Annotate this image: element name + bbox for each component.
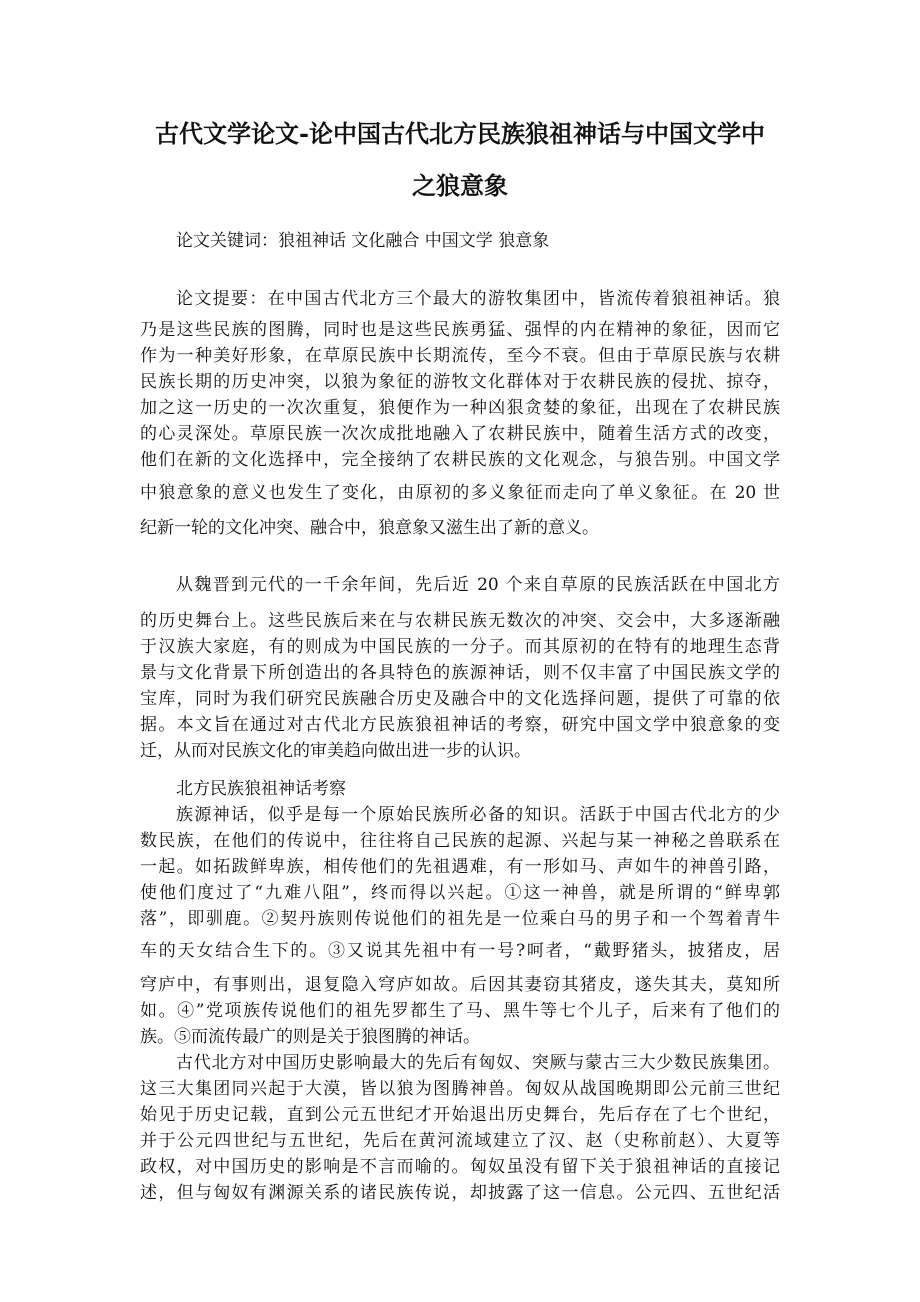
section-line: 车的天女结合生下的。③又说其先祖中有一号?呵者，“戴野猪头，披猪皮，居 (140, 941, 780, 961)
section-line: 穹庐中，有事则出，退复隐入穹庐如故。后因其妻窃其猪皮，遂失其夫，莫知所 (140, 975, 780, 995)
abstract-line: 论文提要：在中国古代北方三个最大的游牧集团中，皆流传着狼祖神话。狼 (176, 289, 780, 309)
section-heading: 北方民族狼祖神话考察 (176, 779, 346, 799)
abstract-line: 民族长期的历史冲突，以狼为象征的游牧文化群体对于农耕民族的侵扰、掠夺， (140, 372, 780, 392)
intro-line: 迁，从而对民族文化的审美趋向做出进一步的认识。 (140, 741, 531, 761)
intro-line: 的历史舞台上。这些民族后来在与农耕民族无数次的冲突、交会中，大多逐渐融 (140, 611, 780, 631)
abstract-line: 乃是这些民族的图腾，同时也是这些民族勇猛、强悍的内在精神的象征，因而它 (140, 320, 780, 340)
section-line: 数民族，在他们的传说中，往往将自己民族的起源、兴起与某一神秘之兽联系在 (140, 831, 780, 851)
document-title-line-2: 之狼意象 (412, 171, 508, 200)
keywords-line: 论文关键词：狼祖神话 文化融合 中国文学 狼意象 (176, 231, 550, 251)
section-line: 始见于历史记载，直到公元五世纪才开始退出历史舞台，先后存在了七个世纪， (140, 1105, 780, 1125)
section-line: 使他们度过了“九难八阻”，终而得以兴起。①这一神兽，就是所谓的“鲜卑郭 (140, 883, 780, 903)
section-line: 族源神话，似乎是每一个原始民族所必备的知识。活跃于中国古代北方的少 (176, 805, 780, 825)
abstract-line: 作为一种美好形象，在草原民族中长期流传，至今不衰。但由于草原民族与农耕 (140, 346, 780, 366)
section-line: 古代北方对中国历史影响最大的先后有匈奴、突厥与蒙古三大少数民族集团。 (176, 1053, 780, 1073)
section-line: 述，但与匈奴有渊源关系的诸民族传说，却披露了这一信息。公元四、五世纪活 (140, 1183, 780, 1203)
abstract-line: 中狼意象的意义也发生了变化，由原初的多义象征而走向了单义象征。在 20 世 (140, 483, 780, 503)
abstract-line: 加之这一历史的一次次重复，狼便作为一种凶狠贪婪的象征，出现在了农耕民族 (140, 398, 780, 418)
abstract-line: 他们在新的文化选择中，完全接纳了农耕民族的文化观念，与狼告别。中国文学 (140, 450, 780, 470)
section-line: 一起。如拓跋鲜卑族，相传他们的先祖遇难，有一形如马、声如牛的神兽引路， (140, 857, 780, 877)
section-line: 政权，对中国历史的影响是不言而喻的。匈奴虽没有留下关于狼祖神话的直接记 (140, 1157, 780, 1177)
section-line: 如。④”党项族传说他们的祖先罗都生了马、黑牛等七个儿子，后来有了他们的 (140, 1001, 780, 1021)
intro-line: 于汉族大家庭，有的则成为中国民族的一分子。而其原初的在特有的地理生态背 (140, 637, 780, 657)
abstract-line: 纪新一轮的文化冲突、融合中，狼意象又滋生出了新的意义。 (140, 518, 599, 538)
intro-line: 宝库，同时为我们研究民族融合历史及融合中的文化选择问题，提供了可靠的依 (140, 689, 780, 709)
section-line: 这三大集团同兴起于大漠，皆以狼为图腾神兽。匈奴从战国晚期即公元前三世纪 (140, 1079, 780, 1099)
section-line: 落”，即驯鹿。②契丹族则传说他们的祖先是一位乘白马的男子和一个驾着青牛 (140, 909, 780, 929)
document-title-line-1: 古代文学论文-论中国古代北方民族狼祖神话与中国文学中 (155, 119, 765, 148)
intro-line: 从魏晋到元代的一千余年间，先后近 20 个来自草原的民族活跃在中国北方 (176, 575, 780, 595)
section-line: 族。⑤而流传最广的则是关于狼图腾的神话。 (140, 1027, 480, 1047)
section-line: 并于公元四世纪与五世纪，先后在黄河流域建立了汉、赵（史称前赵）、大夏等 (140, 1131, 780, 1151)
intro-line: 景与文化背景下所创造出的各具特色的族源神话，则不仅丰富了中国民族文学的 (140, 663, 780, 683)
abstract-line: 的心灵深处。草原民族一次次成批地融入了农耕民族中，随着生活方式的改变， (140, 424, 780, 444)
intro-line: 据。本文旨在通过对古代北方民族狼祖神话的考察，研究中国文学中狼意象的变 (140, 715, 780, 735)
